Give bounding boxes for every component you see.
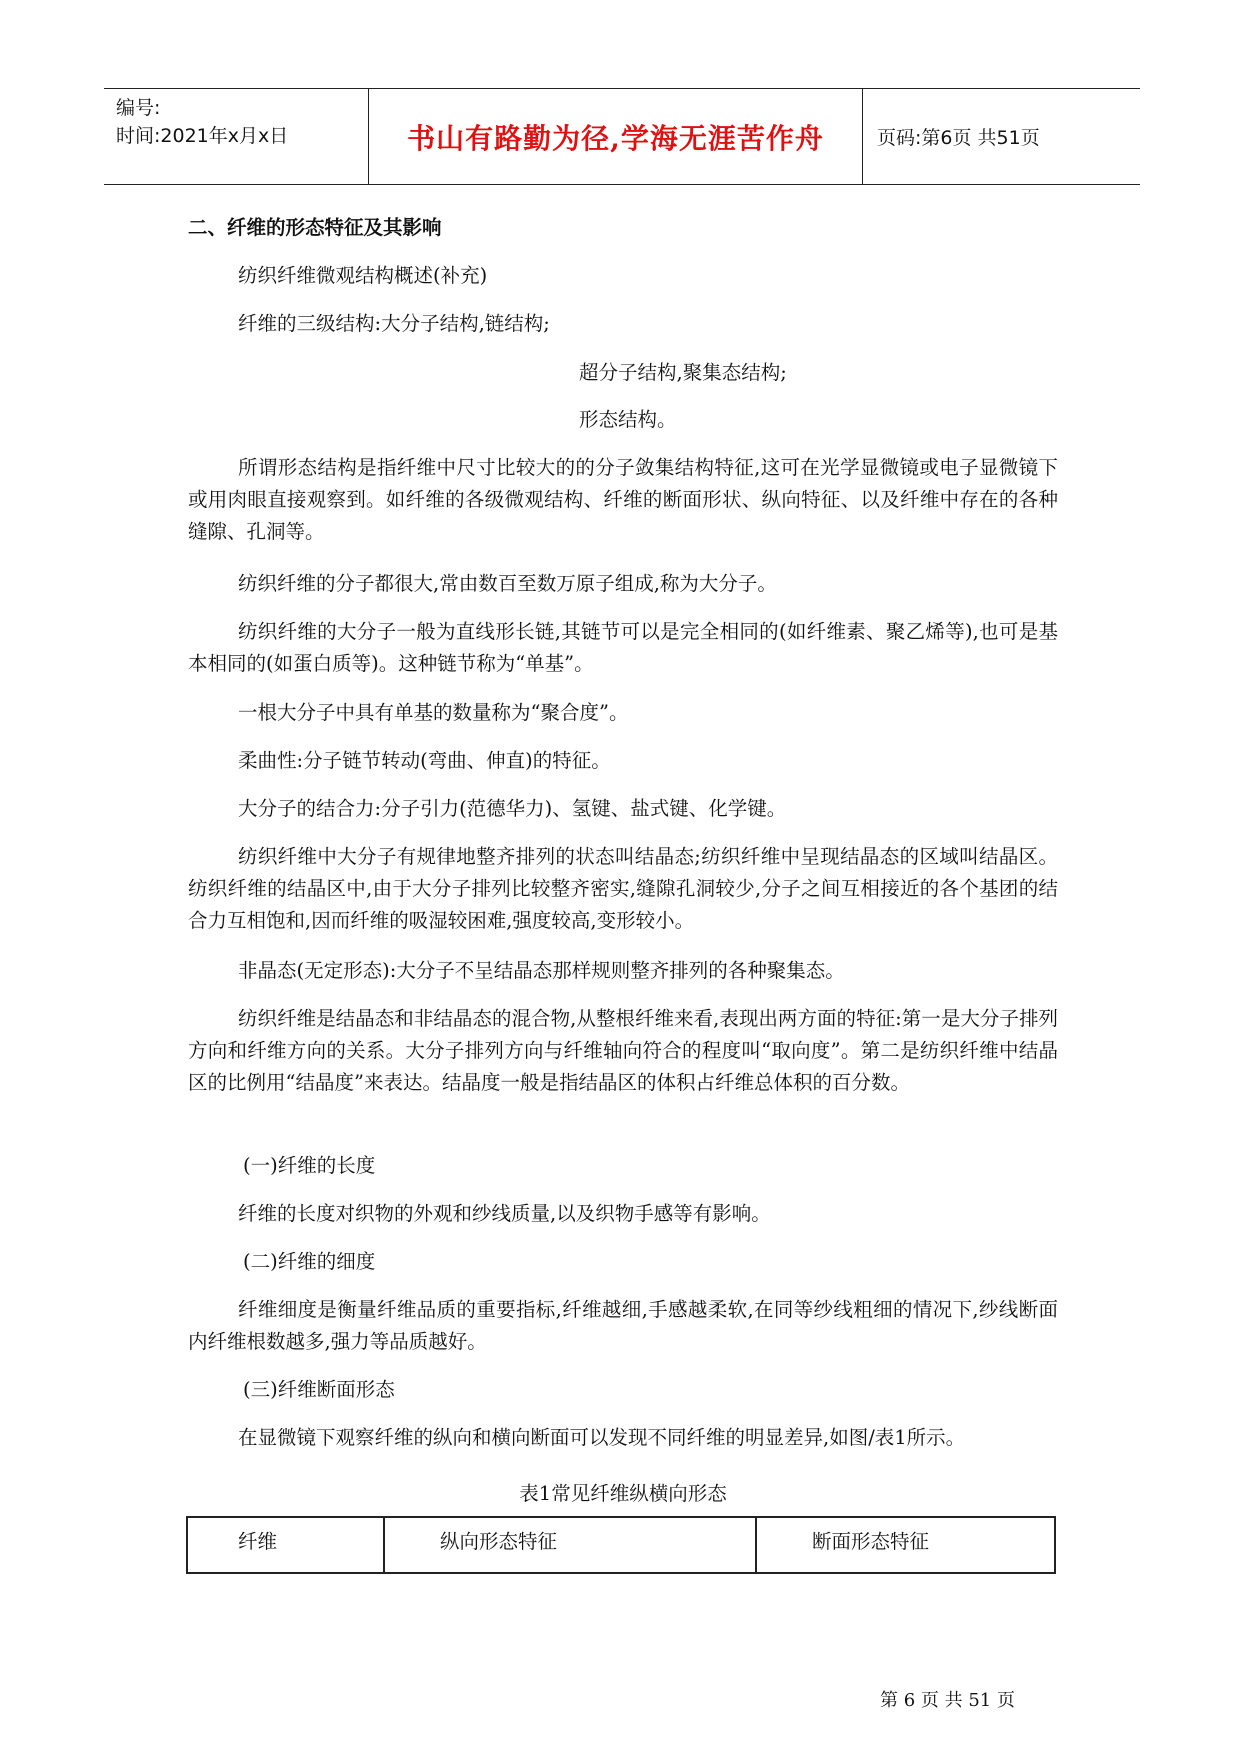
number-label: 编号: (116, 97, 161, 119)
table-header-row (187, 1517, 1055, 1573)
paragraph: 纺织纤维是结晶态和非结晶态的混合物,从整根纤维来看,表现出两方面的特征:第一是大分子排列方向和纤维方向的关系。大分子排列方向与纤维轴向符合的程度叫“取向度”。第二是纺织纤维中结晶区的比例用“结晶度”来表达。结晶度一般是指结晶区的体积占纤维总体积的百分数。 (188, 1007, 1058, 1094)
motto: 书山有路勤为径,学海无涯苦作舟 (407, 121, 824, 155)
text-line: 形态结构。 (579, 408, 677, 431)
paragraph: 大分子的结合力:分子引力(范德华力)、氢键、盐式键、化学键。 (238, 797, 787, 820)
header-page-cell (863, 89, 1140, 184)
paragraph: 纺织纤维中大分子有规律地整齐排列的状态叫结晶态;纺织纤维中呈现结晶态的区域叫结晶区。纺织纤维的结晶区中,由于大分子排列比较整齐密实,缝隙孔洞较少,分子之间互相接近的各个基团的结合力互相饱和,因而纤维的吸湿较困难,强度较高,变形较小。 (188, 845, 1058, 932)
page-header (104, 88, 1140, 185)
time-label: 时间:2021年x月x日 (116, 125, 289, 147)
paragraph: 纺织纤维的分子都很大,常由数百至数万原子组成,称为大分子。 (238, 572, 777, 595)
table-header-cell: 纵向形态特征 (384, 1517, 756, 1573)
text-line: 纤维的三级结构:大分子结构,链结构; (238, 312, 550, 335)
subsection-title: (二)纤维的细度 (243, 1250, 376, 1273)
table-header-cell: 纤维 (187, 1517, 384, 1573)
table-caption: 表1常见纤维纵横向形态 (519, 1482, 727, 1505)
subsection-title: (一)纤维的长度 (243, 1154, 376, 1177)
paragraph: 纤维细度是衡量纤维品质的重要指标,纤维越细,手感越柔软,在同等纱线粗细的情况下,纱线断面内纤维根数越多,强力等品质越好。 (188, 1298, 1058, 1353)
paragraph: 非晶态(无定形态):大分子不呈结晶态那样规则整齐排列的各种聚集态。 (238, 959, 845, 982)
paragraph: 纺织纤维的大分子一般为直线形长链,其链节可以是完全相同的(如纤维素、聚乙烯等),也可是基本相同的(如蛋白质等)。这种链节称为“单基”。 (188, 620, 1058, 675)
text-line: 超分子结构,聚集态结构; (579, 361, 787, 384)
paragraph: 在显微镜下观察纤维的纵向和横向断面可以发现不同纤维的明显差异,如图/表1所示。 (238, 1426, 966, 1449)
page-footer: 第 6 页 共 51 页 (880, 1690, 1015, 1711)
paragraph: 一根大分子中具有单基的数量称为“聚合度”。 (238, 701, 629, 724)
subsection-title: (三)纤维断面形态 (243, 1378, 395, 1401)
table-header-cell: 断面形态特征 (756, 1517, 1055, 1573)
header-info-cell (104, 89, 369, 184)
fiber-table (186, 1516, 1056, 1574)
paragraph: 所谓形态结构是指纤维中尺寸比较大的的分子敛集结构特征,这可在光学显微镜或电子显微镜下或用肉眼直接观察到。如纤维的各级微观结构、纤维的断面形状、纵向特征、以及纤维中存在的各种缝隙、孔洞等。 (188, 456, 1058, 543)
section-title: 二、纤维的形态特征及其影响 (188, 216, 442, 239)
paragraph: 纤维的长度对织物的外观和纱线质量,以及织物手感等有影响。 (238, 1202, 771, 1225)
page-code: 页码:第6页 共51页 (877, 127, 1040, 149)
text-line: 纺织纤维微观结构概述(补充) (238, 264, 488, 287)
header-motto-cell (369, 89, 863, 184)
paragraph: 柔曲性:分子链节转动(弯曲、伸直)的特征。 (238, 749, 611, 772)
